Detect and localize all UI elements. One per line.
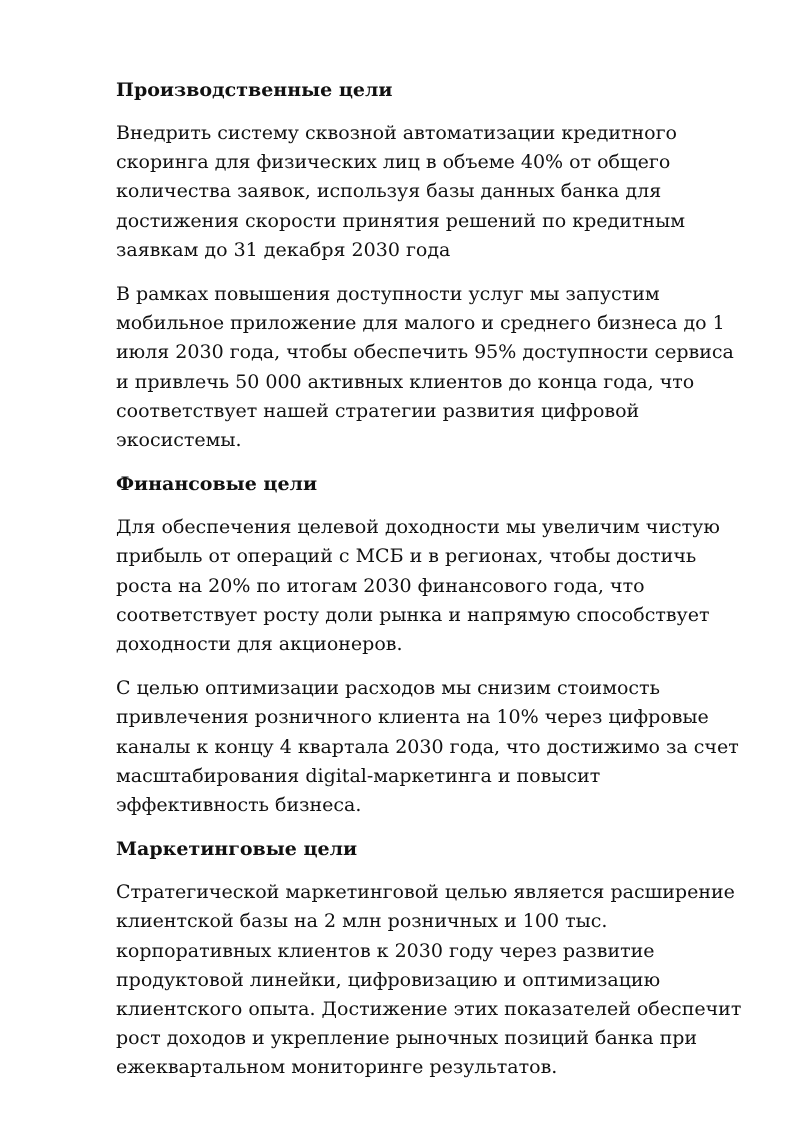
paragraph: Для обеспечения целевой доходности мы увеличим чистую прибыль от операций с МСБ и в регионах, чтобы достичь роста на 20% по итогам 2030 финансового года, что соответствует росту доли рынка и напрямую способствует доходности для акционеров.	[116, 516, 720, 656]
paragraph: Стратегической маркетинговой целью является расширение клиентской базы на 2 млн розничных и 100 тыс. корпоративных клиентов к 2030 году через развитие продуктовой линейки, цифровизацию и оптимизацию клиентского опыта. Достижение этих показателей обеспечит рост доходов и укрепление рыночных позиций банка при ежеквартальном мониторинге результатов.	[116, 881, 742, 1079]
section-financial-goals	[116, 470, 748, 820]
section-marketing-goals	[116, 835, 748, 1082]
section-heading: Финансовые цели	[116, 473, 318, 496]
section-production-goals	[116, 76, 748, 455]
paragraph: В рамках повышения доступности услуг мы запустим мобильное приложение для малого и среднего бизнеса до 1 июля 2030 года, чтобы обеспечить 95% доступности сервиса и привлечь 50 000 активных клиентов до конца года, что соответствует нашей стратегии развития цифровой экосистемы.	[116, 283, 734, 452]
section-heading: Маркетинговые цели	[116, 838, 358, 861]
section-heading: Производственные цели	[116, 79, 393, 101]
paragraph: С целью оптимизации расходов мы снизим стоимость привлечения розничного клиента на 10% через цифровые каналы к концу 4 квартала 2030 года, что достижимо за счет масштабирования digital-маркетинга и повысит эффективность бизнеса.	[116, 677, 739, 817]
paragraph: Внедрить систему сквозной автоматизации кредитного скоринга для физических лиц в объеме 40% от общего количества заявок, используя базы данных банка для достижения скорости принятия решений по кредитным заявкам до 31 декабря 2030 года	[116, 122, 685, 261]
document-page	[116, 76, 748, 1098]
